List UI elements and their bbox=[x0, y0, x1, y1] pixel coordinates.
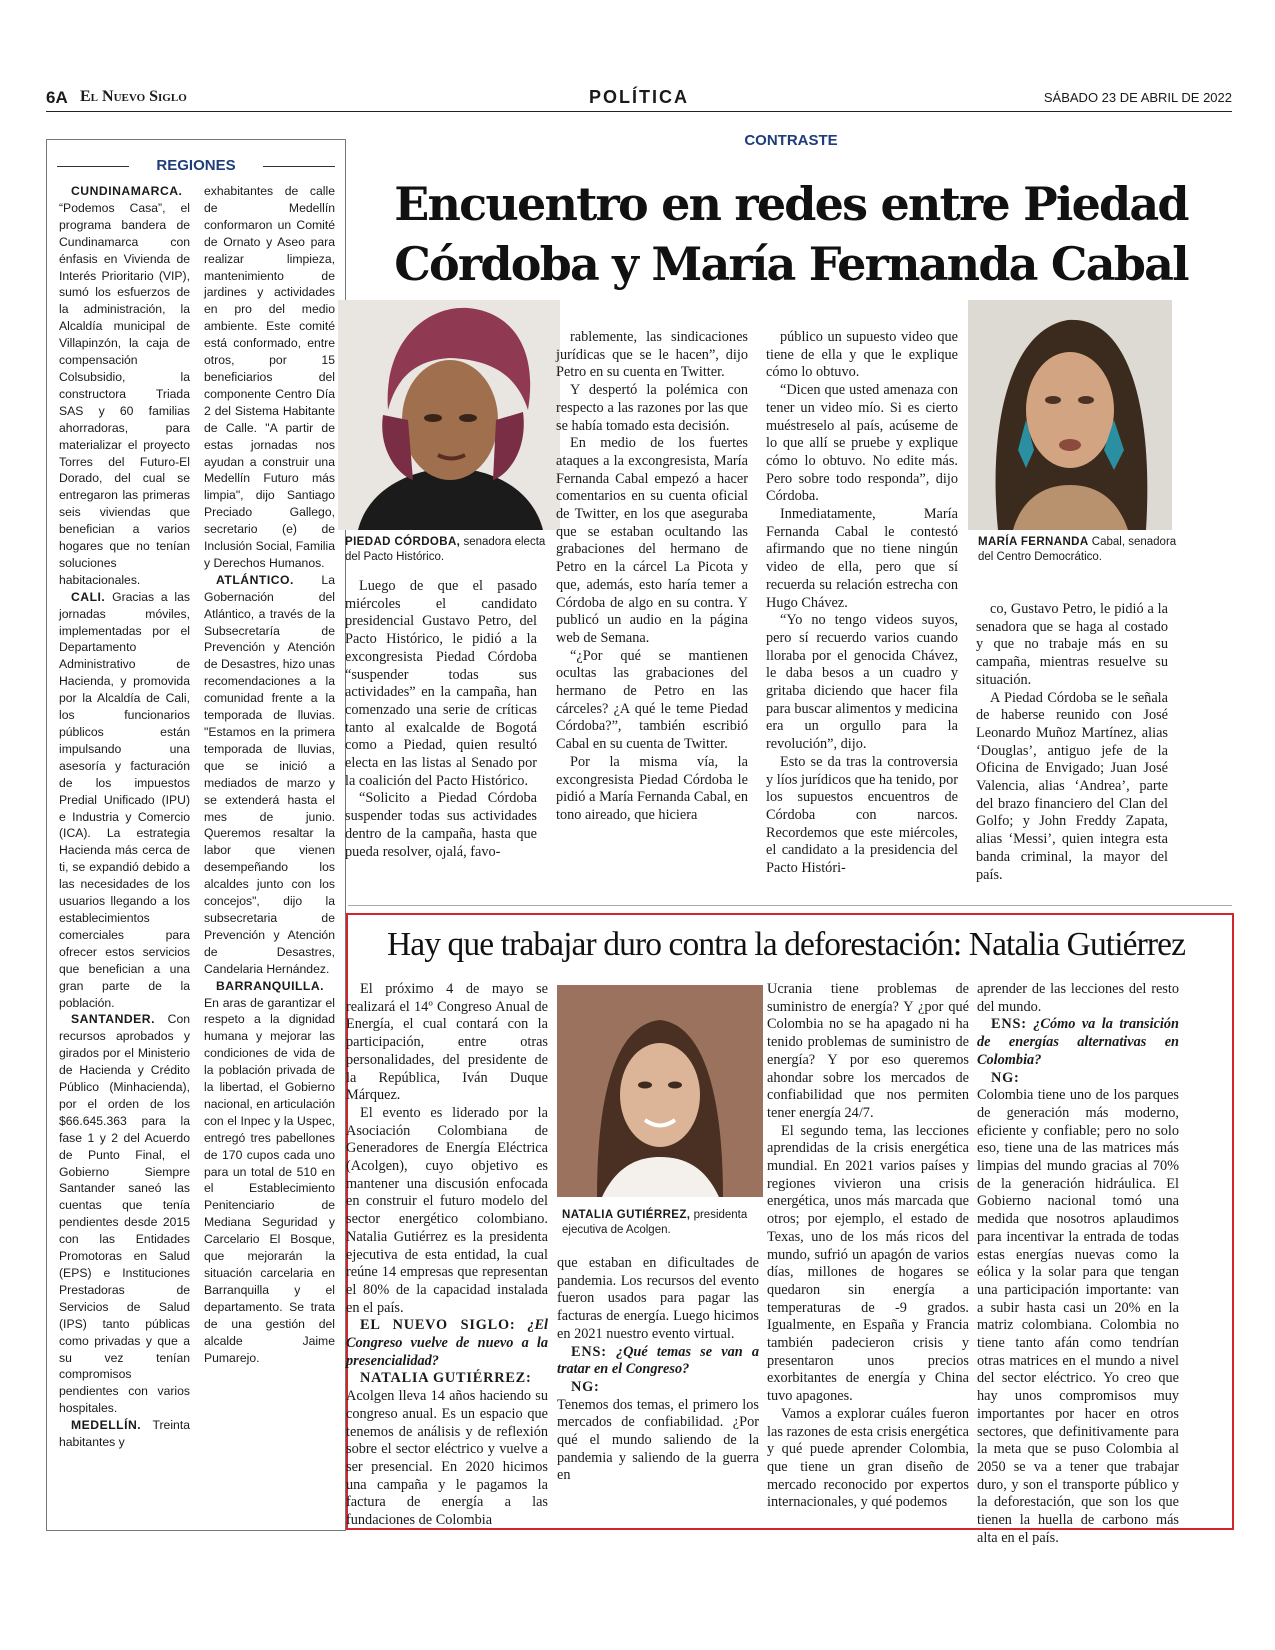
paragraph: El segundo tema, las lecciones aprendidas de la crisis energética mundial. En 2021 varios países y regiones vivieron una crisis energética, unos más marcada que otros; por ejemplo, el estado de Texas, uno de los más ricos del mundo, sufrió un apagón de varios días, millones de hogares se quedaron sin energía a temperaturas de -9 grados. Igualmente, en España y Francia también padecieron crisis y presentaron unos precios exorbitantes de energía y China tuvo apagones. bbox=[767, 1122, 969, 1405]
paragraph: Ucrania tiene problemas de suministro de energía? Y ¿por qué Colombia no se ha apagado ni ha tenido problemas de suministro de energía? Y por eso queremos ahondar sobre los mercados de confiabilidad que nos permiten tener energía 24/7. bbox=[767, 981, 969, 1121]
article-divider bbox=[348, 905, 1232, 906]
caption-piedad bbox=[345, 535, 555, 565]
region-text: Treinta habitantes y bbox=[59, 1418, 190, 1450]
region-text: exhabitantes de calle de Medellín conformaron un Comité de Ornato y Aseo para realizar limpieza, mantenimiento de jardines y actividades en pro del medio ambiente. Este comité está conformado, entre otros, por 15 beneficiarios del componente Centro Día 2 del Sistema Habitante de Calle. "A partir de estas jornadas nos ayudan a construir una Medellín Futuro más limpia", dijo Santiago Preciado Gallego, secretario (e) de Inclusión Social, Familia y Derechos Humanos. bbox=[204, 184, 335, 570]
paragraph bbox=[59, 1011, 190, 1417]
region-text: Gracias a las jornadas móviles, implementadas por el Departamento Administrativo de Hacienda, y promovida por la Alcaldía de Cali, los funcionarios públicos están impulsando una asesoría y facturación de los impuestos Predial Unificado (IPU) e Industria y Comercio (ICA). La estrategia Hacienda más cerca de ti, se expandió debido a las necesidades de los usuarios llegando a los establecimientos comerciales para ofrecer estos servicios que benefician a una gran parte de la población. bbox=[59, 589, 190, 1010]
regiones-title: REGIONES bbox=[156, 157, 236, 174]
interview-speaker: ENS: bbox=[571, 1343, 607, 1360]
piedad-cordoba-photo bbox=[338, 300, 560, 530]
region-text: En aras de garantizar el respeto a la dignidad humana y mejorar las condiciones de vida de la población privada de la libertad, el Gobierno nacional, en articulación con el Inpec y la Uspec, entregó tres pabellones de 170 cupos cada uno para un total de 510 en el Establecimiento Penitenciario de Mediana Seguridad y Carcelario El Bosque, que mejorarán la situación carcelaria en Barranquilla y el departamento. Se trata de una gestión del alcalde Jaime Pumarejo. bbox=[204, 995, 335, 1365]
region-text: Con recursos aprobados y girados por el Ministerio de Hacienda y Crédito Público (Minhacienda), por el orden de los $66.645.363 para la fase 1 y 2 del Acuerdo de Punto Final, el Gobierno Siempre Santander saneó las cuentas que tenía pendientes desde 2015 con las Entidades Promotoras en Salud (EPS) e Instituciones Prestadoras de Servicios de Salud (IPS) tanto públicas como privadas y que a su vez tenían compromisos pendientes con varios hospitales. bbox=[59, 1012, 190, 1416]
paragraph: Tenemos dos temas, el primero los mercados de confiabilidad. ¿Por qué el mundo saliendo de la pandemia y saliendo de la guerra en bbox=[557, 1396, 759, 1484]
region-lead: CUNDINAMARCA. bbox=[71, 184, 183, 198]
caption-natalia-name: NATALIA GUTIÉRREZ, bbox=[562, 1209, 691, 1221]
interview-speaker: NG: bbox=[991, 1069, 1020, 1086]
article1-column-3 bbox=[766, 329, 958, 877]
paragraph: “Yo no tengo videos suyos, pero sí recuerdo varios cuando lloraba por el genocida Chávez, le daba besos a un cuadro y gritaba diciendo que hacer fila para buscar alimentos y medicina era un orgullo para la revolución”, dijo. bbox=[766, 612, 958, 753]
paragraph: Inmediatamente, María Fernanda Cabal le contestó afirmando que no tiene ningún video de ella, pero que sí recuerda su relación estrecha con Hugo Chávez. bbox=[766, 506, 958, 611]
natalia-gutierrez-photo bbox=[557, 985, 763, 1197]
paragraph: “¿Por qué se mantienen ocultas las grabaciones del hermano de Petro en las cárceles? ¿A qué le teme Piedad Córdoba?”, también escribió Cabal en su cuenta de Twitter. bbox=[556, 647, 748, 753]
issue-date: SÁBADO 23 DE ABRIL DE 2022 bbox=[1043, 90, 1232, 105]
paragraph bbox=[204, 183, 335, 572]
paragraph bbox=[346, 1317, 548, 1370]
region-lead: ATLÁNTICO. bbox=[216, 572, 294, 587]
regiones-heading bbox=[57, 157, 335, 174]
interview-speaker: NATALIA GUTIÉRREZ: bbox=[360, 1370, 532, 1387]
paragraph bbox=[204, 572, 335, 978]
paragraph: Acolgen lleva 14 años haciendo su congreso anual. Es un espacio que tenemos de análisis y de reflexión sobre el sector eléctrico y vuelve a ser presencial. En 2020 hicimos una campaña y le pagamos la factura de energía a las fundaciones de Colombia bbox=[346, 1388, 548, 1529]
heading-rule-right bbox=[263, 166, 335, 167]
paragraph bbox=[204, 978, 335, 1367]
interview-column-2 bbox=[557, 1255, 759, 1521]
region-lead: MEDELLÍN. bbox=[71, 1418, 142, 1433]
paragraph: Esto se da tras la controversia y líos jurídicos que ha tenido, por los supuestos encuentros de Córdoba con narcos. Recordemos que este miércoles, el candidato a la presidencia del Pacto Históri- bbox=[766, 753, 958, 877]
paragraph bbox=[59, 183, 190, 589]
interview-speaker: EL NUEVO SIGLO: bbox=[360, 1317, 516, 1334]
paragraph bbox=[977, 1016, 1179, 1069]
paragraph: que estaban en dificultades de pandemia. Los recursos del evento fueron usados para pagar las facturas de energía. Luego hicimos en 2021 nuestro evento virtual. bbox=[557, 1255, 759, 1342]
regiones-column-1 bbox=[59, 183, 190, 1518]
region-lead: CALI. bbox=[71, 589, 106, 604]
article1-column-2 bbox=[556, 329, 748, 853]
interview-column-4 bbox=[977, 981, 1179, 1546]
paragraph bbox=[977, 1070, 1179, 1088]
heading-rule-left bbox=[57, 166, 129, 167]
section-name: POLÍTICA bbox=[589, 87, 689, 107]
paragraph: rablemente, las sindicaciones jurídicas que se le hacen”, dijo Petro en su cuenta en Twitter. bbox=[556, 329, 748, 381]
page-header bbox=[46, 86, 1232, 112]
paragraph: Luego de que el pasado miércoles el candidato presidencial Gustavo Petro, del Pacto Histórico, le pidió a la excongresista Piedad Córdoba “suspender todas sus actividades” en la campaña, han comenzado una serie de críticas tanto al exalcalde de Bogotá como a Piedad, quien resultó electa en las listas al Senado por la coalición del Pacto Histórico. bbox=[345, 578, 537, 789]
interview-question: ¿Qué temas se van a tratar en el Congreso? bbox=[557, 1343, 759, 1378]
interview-column-1 bbox=[346, 981, 548, 1529]
article1-column-4 bbox=[976, 601, 1168, 883]
maria-fernanda-cabal-photo bbox=[968, 300, 1172, 530]
newspaper-name: El Nuevo Siglo bbox=[80, 88, 187, 105]
paragraph bbox=[346, 1370, 548, 1388]
paragraph: Y despertó la polémica con respecto a las razones por las que se había tomado esta decisión. bbox=[556, 382, 748, 434]
caption-maria-fernanda bbox=[978, 535, 1178, 565]
interview-headline: Hay que trabajar duro contra la deforestación: Natalia Gutiérrez bbox=[386, 926, 1186, 963]
paragraph bbox=[557, 1344, 759, 1379]
paragraph: Por la misma vía, la excongresista Piedad Córdoba le pidió a María Fernanda Cabal, en tono aireado, que hiciera bbox=[556, 753, 748, 823]
paragraph: público un supuesto video que tiene de ella y que le explique cómo lo obtuvo. bbox=[766, 329, 958, 381]
caption-piedad-text: senadora electa del Pacto Histórico. bbox=[345, 536, 546, 563]
caption-natalia bbox=[562, 1208, 762, 1238]
paragraph: A Piedad Córdoba se le señala de haberse reunido con José Leonardo Muñoz Martínez, alias ‘Douglas’, antiguo jefe de la Oficina de Envigado; Juan José Valencia, alias ‘Andrea’, parte del brazo financiero del Clan del Golfo; y John Freddy Zapata, alias ‘Messi’, quien integra esta banda criminal, la mayor del país. bbox=[976, 689, 1168, 883]
article-kicker: CONTRASTE bbox=[744, 132, 838, 149]
paragraph bbox=[557, 1379, 759, 1397]
paragraph bbox=[59, 1417, 190, 1451]
caption-maria-fernanda-text: Cabal, senadora del Centro Democrático. bbox=[978, 536, 1177, 563]
region-lead: BARRANQUILLA. bbox=[216, 978, 325, 993]
caption-maria-fernanda-name: MARÍA FERNANDA bbox=[978, 536, 1089, 548]
region-lead: SANTANDER. bbox=[71, 1012, 155, 1027]
regiones-box bbox=[46, 139, 346, 1531]
paragraph: aprender de las lecciones del resto del mundo. bbox=[977, 981, 1179, 1015]
interview-column-3 bbox=[767, 981, 969, 1521]
paragraph: “Dicen que usted amenaza con tener un video mío. Si es cierto muéstreselo al país, acúseme de lo que allí se pruebe y explique cómo lo obtuvo. No edite más. Pero sobre todo responda”, dijo Córdoba. bbox=[766, 382, 958, 505]
caption-natalia-text: presidenta ejecutiva de Acolgen. bbox=[562, 1209, 748, 1236]
paragraph: El evento es liderado por la Asociación Colombiana de Generadores de Energía Eléctrica (Acolgen), cuyo objetivo es mantener una discusión enfocada en construir el futuro modelo del sector energético colombiano. Natalia Gutiérrez es la presidenta ejecutiva de esta entidad, la cual reúne 14 empresas que representan el 80% de la capacidad instalada en el país. bbox=[346, 1104, 548, 1316]
regiones-column-2 bbox=[204, 183, 335, 1518]
article1-column-1 bbox=[345, 578, 537, 860]
caption-piedad-name: PIEDAD CÓRDOBA, bbox=[345, 536, 461, 548]
region-text: La Gobernación del Atlántico, a través de la Subsecretaría de Prevención y Atención de Desastres, hizo unas recomendaciones a la comunidad frente a la temporada de lluvias. "Estamos en la primera temporada de lluvias, que se inició a mediados de marzo y se extenderá hasta el mes de junio. Queremos resaltar la labor que vienen desempeñando los alcaldes junto con los concejos", dijo la subsecretaria de Prevención y Atención de Desastres, Candelaria Hernández. bbox=[204, 572, 335, 976]
paragraph: Colombia tiene uno de los parques de generación más moderno, eficiente y confiable; pero no solo eso, tiene una de las matrices más limpias del mundo gracias al 70% de la generación hidráulica. El Gobierno nacional tomó una medida que nosotros aplaudimos para incentivar la entrada de todas estas energías nuevas como la eólica y la solar para que tengan una participación importante: van a subir hasta casi un 20% en la matriz colombiana. Colombia no tiene tanto afán como tendrían otras matrices en el mundo a nivel del sector eléctrico. Yo creo que hay unos compromisos muy importantes por hacer en otros sectores, que definitivamente para la meta que se puso Colombia al 2050 se va a tener que trabajar duro, y son el transporte público y la deforestación, que son los que tienen la huella de carbono más alta en el país. bbox=[977, 1087, 1179, 1546]
paragraph bbox=[59, 589, 190, 1012]
region-text: “Podemos Casa”, el programa bandera de Cundinamarca con énfasis en Vivienda de Interés Prioritario (VIP), sumó los esfuerzos de la administración, la Alcaldía municipal de Villapinzón, la caja de compensación Colsubsidio, la constructora Triada SAS y 60 familias ahorradoras, para materializar el proyecto Torres del Futuro-El Dorado, del cual se entregaron las primeras seis viviendas que benefician a varios hogares que no tenían soluciones habitacionales. bbox=[59, 200, 190, 587]
page-number: 6A bbox=[46, 88, 68, 107]
interview-speaker: NG: bbox=[571, 1378, 600, 1395]
interview-question: ¿Cómo va la transición de energías alternativas en Colombia? bbox=[977, 1016, 1179, 1068]
paragraph: En medio de los fuertes ataques a la excongresista, María Fernanda Cabal empezó a hacer comentarios en su cuenta oficial de Twitter, en los que aseguraba que se estaban ocultando las grabaciones del hermano de Petro en la cárcel La Picota y que, además, esto haría temer a Córdoba de algo en su contra. Y publicó un audio en la página web de Semana. bbox=[556, 435, 748, 646]
paragraph: co, Gustavo Petro, le pidió a la senadora que se haga al costado y que no trabaje más en su campaña, mientras resuelve su situación. bbox=[976, 601, 1168, 688]
paragraph: El próximo 4 de mayo se realizará el 14º Congreso Anual de Energía, el cual contará con la participación, entre otras personalidades, del presidente de la República, Iván Duque Márquez. bbox=[346, 981, 548, 1104]
interview-speaker: ENS: bbox=[991, 1016, 1027, 1033]
article-headline: Encuentro en redes entre Piedad Córdoba y María Fernanda Cabal bbox=[394, 177, 1188, 291]
interview-question: ¿El Congreso vuelve de nuevo a la presencialidad? bbox=[346, 1317, 548, 1369]
paragraph: Vamos a explorar cuáles fueron las razones de esta crisis energética y qué puede aprender Colombia, que tiene un gran diseño de mercado reconocido por expertos internacionales, y qué podemos bbox=[767, 1405, 969, 1511]
paragraph: “Solicito a Piedad Córdoba suspender todas sus actividades dentro de la campaña, hasta que pueda resolver, ojalá, favo- bbox=[345, 790, 537, 860]
